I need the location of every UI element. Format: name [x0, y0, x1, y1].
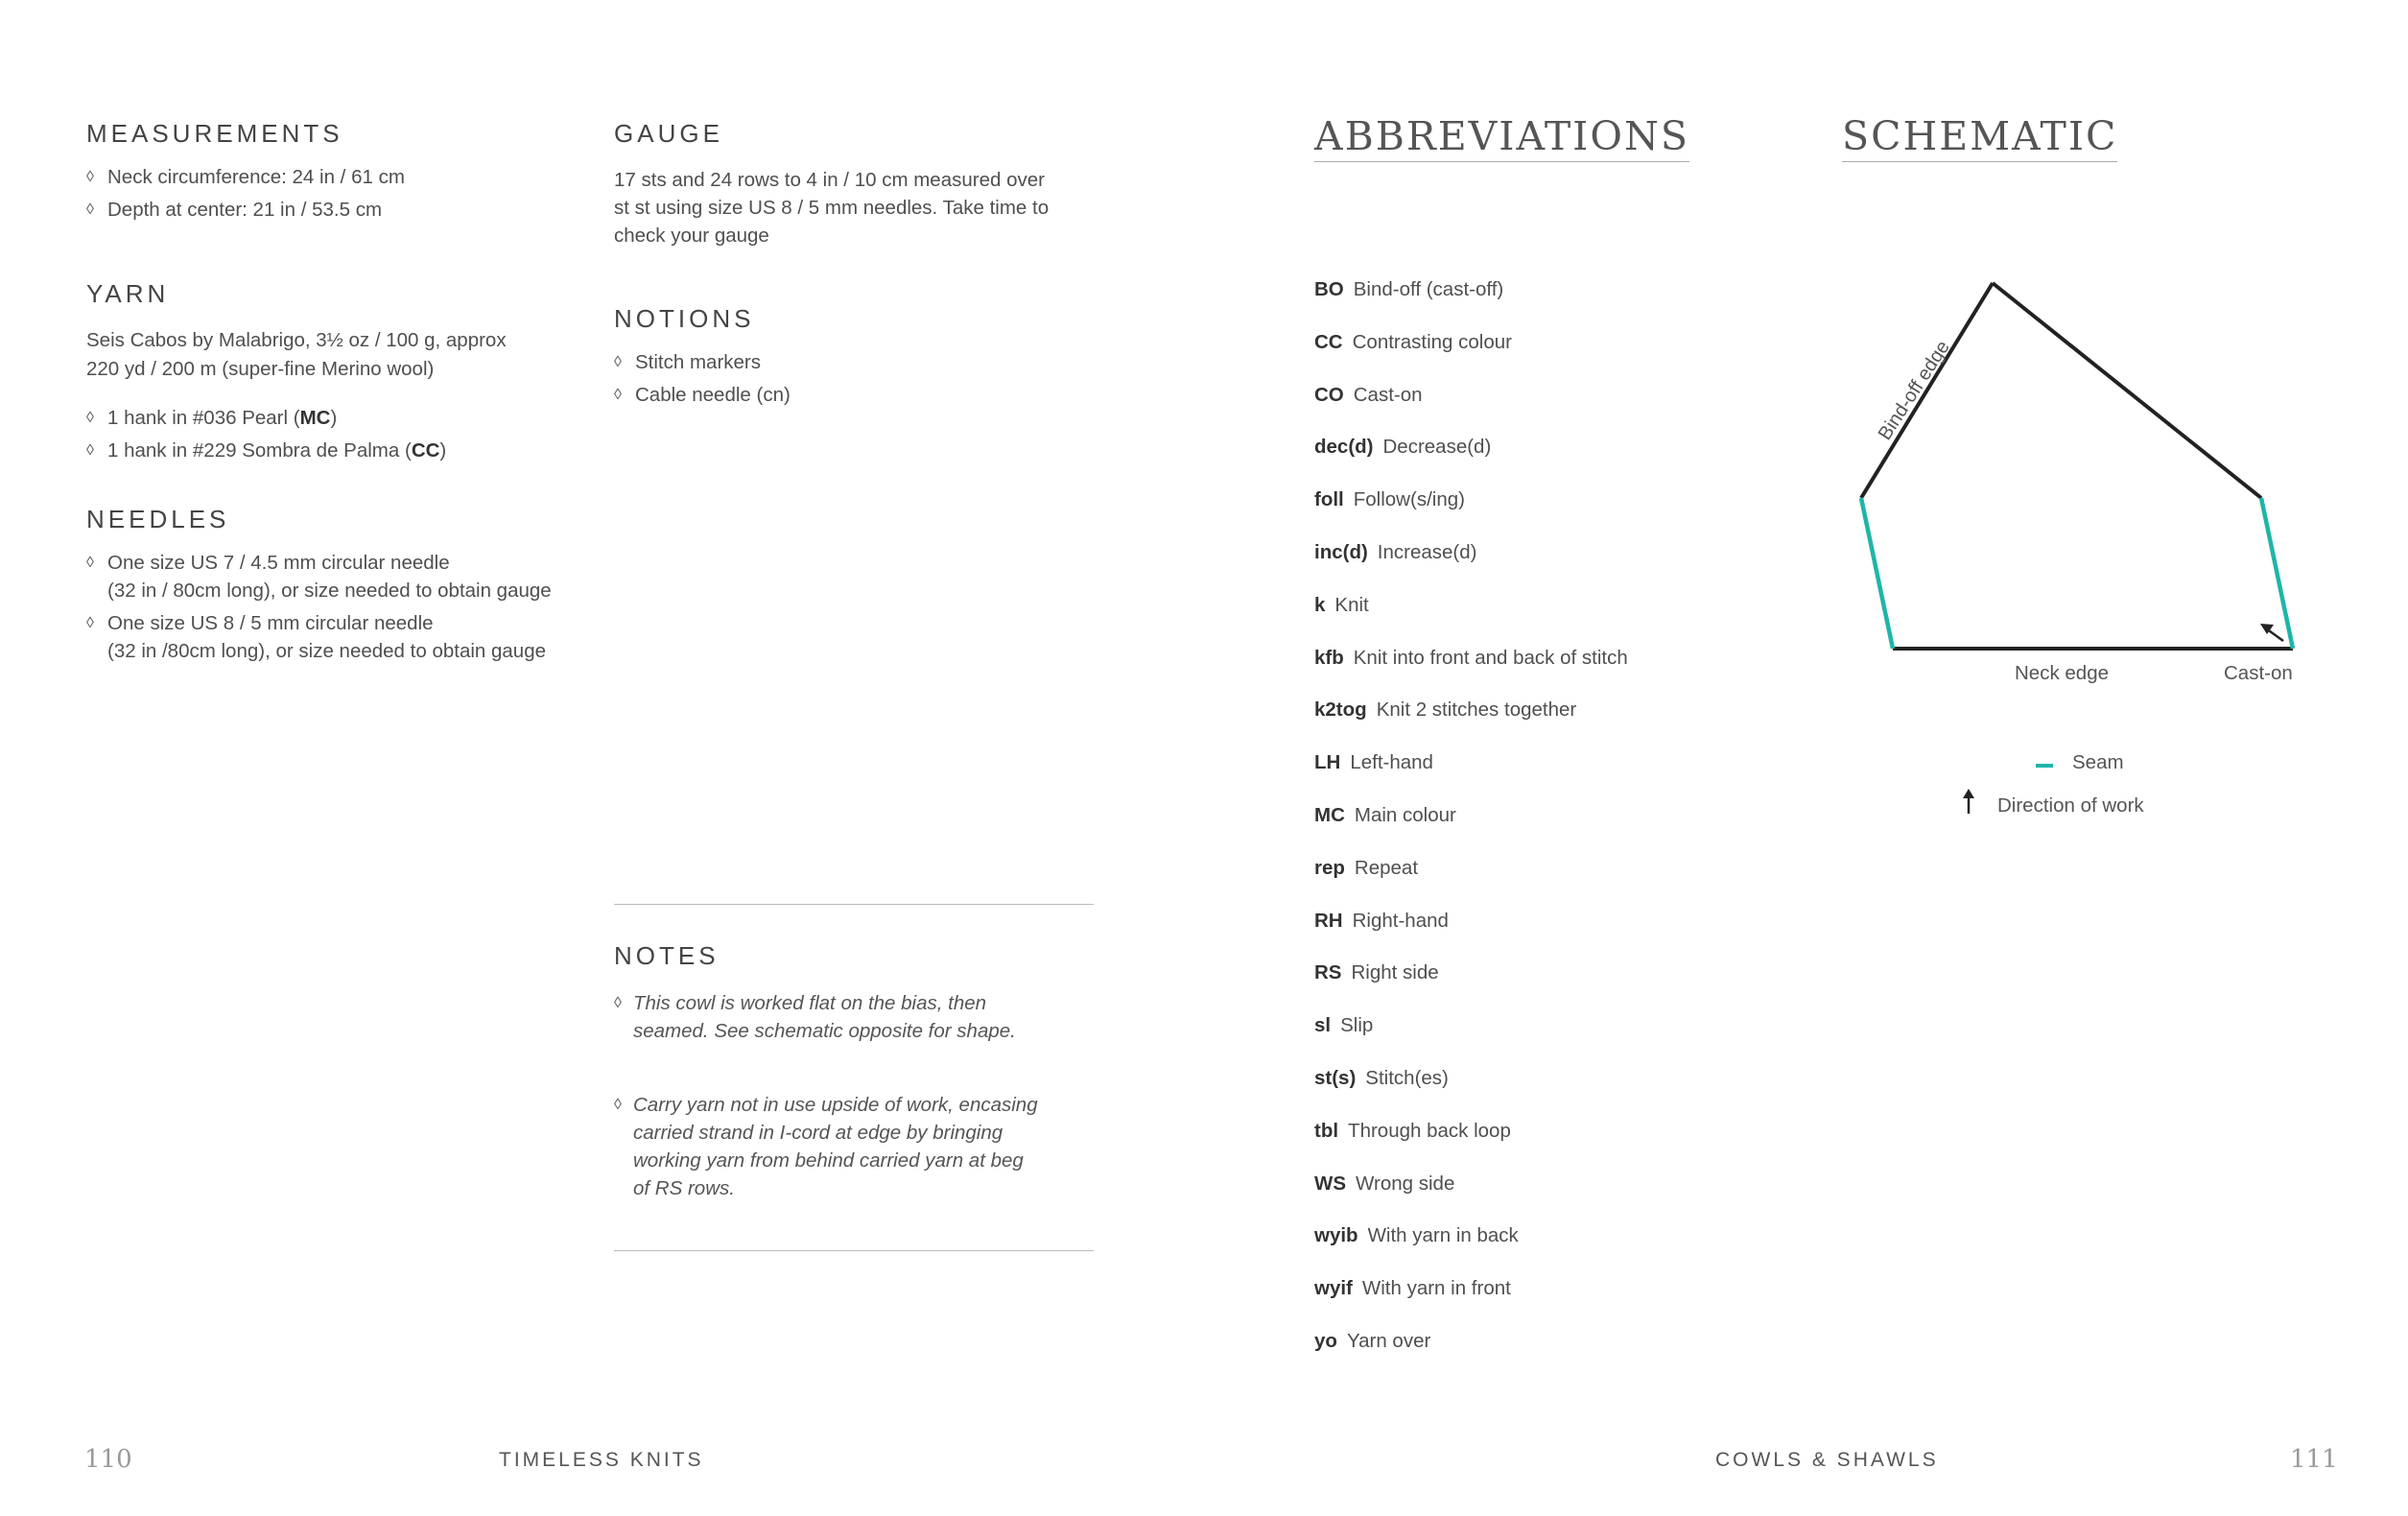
abbreviation-meaning: Right side [1351, 961, 1439, 984]
abbreviation-term: BO [1314, 278, 1344, 300]
abbreviation-row [1314, 1277, 1511, 1300]
direction-legend-arrow-icon [1963, 789, 1974, 814]
list-item: ◊ Neck circumference: 24 in / 61 cm [86, 163, 566, 191]
abbreviation-row [1314, 961, 1439, 984]
abbreviation-meaning: With yarn in back [1367, 1224, 1519, 1247]
abbreviation-row [1314, 594, 1369, 617]
diamond-bullet-icon: ◊ [614, 354, 622, 370]
list-item: ◊ Depth at center: 21 in / 53.5 cm [86, 196, 566, 224]
abbreviation-term: rep [1314, 856, 1345, 879]
abbreviation-row [1314, 857, 1418, 880]
abbreviation-term: k [1314, 593, 1326, 616]
abbreviation-term: yo [1314, 1330, 1337, 1352]
diamond-bullet-icon: ◊ [86, 201, 94, 218]
left-page-number: 110 [84, 1445, 132, 1474]
right-page-number: 111 [2290, 1445, 2338, 1474]
abbreviation-row [1314, 1173, 1454, 1196]
list-item: ◊ One size US 7 / 4.5 mm circular needle (32 in / 80cm long), or size needed to obtain gauge [86, 549, 604, 604]
diamond-bullet-icon: ◊ [614, 995, 622, 1011]
abbreviation-term: sl [1314, 1014, 1332, 1037]
abbreviation-row [1314, 488, 1465, 511]
schematic-heading: SCHEMATIC [1842, 113, 2117, 162]
diamond-bullet-icon: ◊ [614, 1097, 622, 1113]
abbreviation-row [1314, 1120, 1511, 1143]
abbreviation-row [1314, 804, 1456, 827]
abbreviation-meaning: Follow(s/ing) [1353, 488, 1465, 511]
abbreviation-term: RH [1314, 909, 1343, 932]
abbreviation-meaning: Left-hand [1350, 751, 1433, 774]
measurements-list [86, 163, 566, 228]
abbreviation-row [1314, 278, 1503, 301]
abbreviation-row [1314, 1014, 1373, 1037]
abbreviation-row [1314, 699, 1576, 722]
needles-heading: NEEDLES [86, 505, 230, 533]
abbreviation-term: tbl [1314, 1119, 1339, 1142]
abbreviations-heading: ABBREVIATIONS [1314, 113, 1689, 162]
yarn-description: Seis Cabos by Malabrigo, 3½ oz / 100 g, approx 220 yd / 200 m (super-fine Merino wool) [86, 329, 507, 380]
gauge-heading: GAUGE [614, 119, 723, 148]
abbreviation-row [1314, 331, 1512, 354]
abbreviation-term: MC [1314, 804, 1345, 826]
abbreviation-meaning: Increase(d) [1377, 541, 1477, 563]
abbreviation-term: RS [1314, 961, 1342, 984]
abbreviation-row [1314, 1067, 1449, 1090]
gauge-text: 17 sts and 24 rows to 4 in / 10 cm measured over st st using size US 8 / 5 mm needles. Take time to check your gauge [614, 169, 1050, 247]
abbreviation-term: k2tog [1314, 699, 1367, 722]
bind-off-edge [1861, 283, 1993, 498]
bind-off-edge-label: Bind-off edge [1874, 337, 1954, 444]
abbreviation-term: CC [1314, 330, 1343, 353]
notions-heading: NOTIONS [614, 304, 755, 333]
abbreviation-row [1314, 1224, 1519, 1247]
note-item: ◊ This cowl is worked flat on the bias, then seamed. See schematic opposite for shape. [614, 989, 1103, 1045]
abbreviation-term: dec(d) [1314, 436, 1374, 459]
abbreviation-meaning: Decrease(d) [1382, 436, 1492, 459]
abbreviation-term: kfb [1314, 646, 1344, 669]
needles-list [86, 549, 604, 670]
diamond-bullet-icon: ◊ [86, 169, 94, 185]
abbreviation-meaning: Knit [1334, 593, 1369, 616]
measurements-heading: MEASUREMENTS [86, 119, 343, 148]
yarn-list [86, 404, 604, 469]
diamond-bullet-icon: ◊ [86, 615, 94, 631]
notions-list [614, 348, 1094, 414]
cast-on-label: Cast-on [2224, 662, 2293, 684]
neck-edge-label: Neck edge [2015, 662, 2110, 684]
list-item: ◊ Cable needle (cn) [614, 381, 1094, 409]
abbreviation-meaning: Cast-on [1353, 383, 1423, 406]
right-running-title: COWLS & SHAWLS [1715, 1449, 1939, 1471]
abbreviation-meaning: Through back loop [1348, 1119, 1511, 1142]
diamond-bullet-icon: ◊ [86, 410, 94, 426]
abbreviation-meaning: Contrasting colour [1352, 330, 1512, 353]
notes-heading: NOTES [614, 941, 720, 970]
seam-legend-label: Seam [2072, 751, 2124, 773]
abbreviation-term: LH [1314, 751, 1341, 774]
list-item: ◊ One size US 8 / 5 mm circular needle (32 in /80cm long), or size needed to obtain gauge [86, 609, 604, 665]
abbreviation-row [1314, 647, 1628, 670]
abbreviation-term: wyib [1314, 1224, 1358, 1247]
list-item: ◊ 1 hank in #036 Pearl (MC) [86, 404, 604, 432]
seam-left [1861, 498, 1893, 649]
abbreviation-meaning: Wrong side [1356, 1172, 1455, 1195]
abbreviation-term: wyif [1314, 1277, 1353, 1300]
abbreviation-term: CO [1314, 383, 1344, 406]
direction-arrow-icon [2260, 624, 2283, 641]
direction-legend-label: Direction of work [1997, 794, 2144, 817]
schematic-diagram [1823, 259, 2341, 835]
abbreviation-row [1314, 751, 1433, 774]
abbreviation-meaning: Repeat [1354, 856, 1419, 879]
abbreviation-meaning: Knit 2 stitches together [1376, 699, 1577, 722]
abbreviation-meaning: Yarn over [1346, 1330, 1431, 1352]
abbreviation-row [1314, 541, 1476, 564]
abbreviation-meaning: Stitch(es) [1365, 1067, 1449, 1089]
top-right-edge [1993, 283, 2261, 498]
left-running-title: TIMELESS KNITS [499, 1449, 704, 1471]
diamond-bullet-icon: ◊ [86, 442, 94, 459]
abbreviation-meaning: With yarn in front [1361, 1277, 1511, 1300]
note-item: ◊ Carry yarn not in use upside of work, encasing carried strand in I-cord at edge by bringing working yarn from behind carried yarn at beg of RS rows. [614, 1091, 1103, 1202]
abbreviation-term: WS [1314, 1172, 1347, 1195]
abbreviation-meaning: Main colour [1354, 804, 1456, 826]
abbreviation-meaning: Bind-off (cast-off) [1353, 278, 1504, 300]
diamond-bullet-icon: ◊ [86, 555, 94, 571]
abbreviation-meaning: Slip [1340, 1014, 1374, 1037]
list-item: ◊ Stitch markers [614, 348, 1094, 376]
abbreviation-row [1314, 436, 1491, 459]
list-item: ◊ 1 hank in #229 Sombra de Palma (CC) [86, 437, 604, 464]
abbreviation-row [1314, 1330, 1430, 1353]
notes-box [614, 904, 1094, 1251]
abbreviation-meaning: Knit into front and back of stitch [1353, 646, 1628, 669]
abbreviation-term: inc(d) [1314, 541, 1368, 563]
diamond-bullet-icon: ◊ [614, 387, 622, 403]
abbreviation-term: st(s) [1314, 1067, 1357, 1089]
abbreviation-row [1314, 384, 1423, 407]
abbreviation-meaning: Right-hand [1352, 909, 1449, 932]
yarn-heading: YARN [86, 279, 170, 308]
abbreviation-row [1314, 910, 1449, 933]
abbreviation-term: foll [1314, 488, 1344, 511]
